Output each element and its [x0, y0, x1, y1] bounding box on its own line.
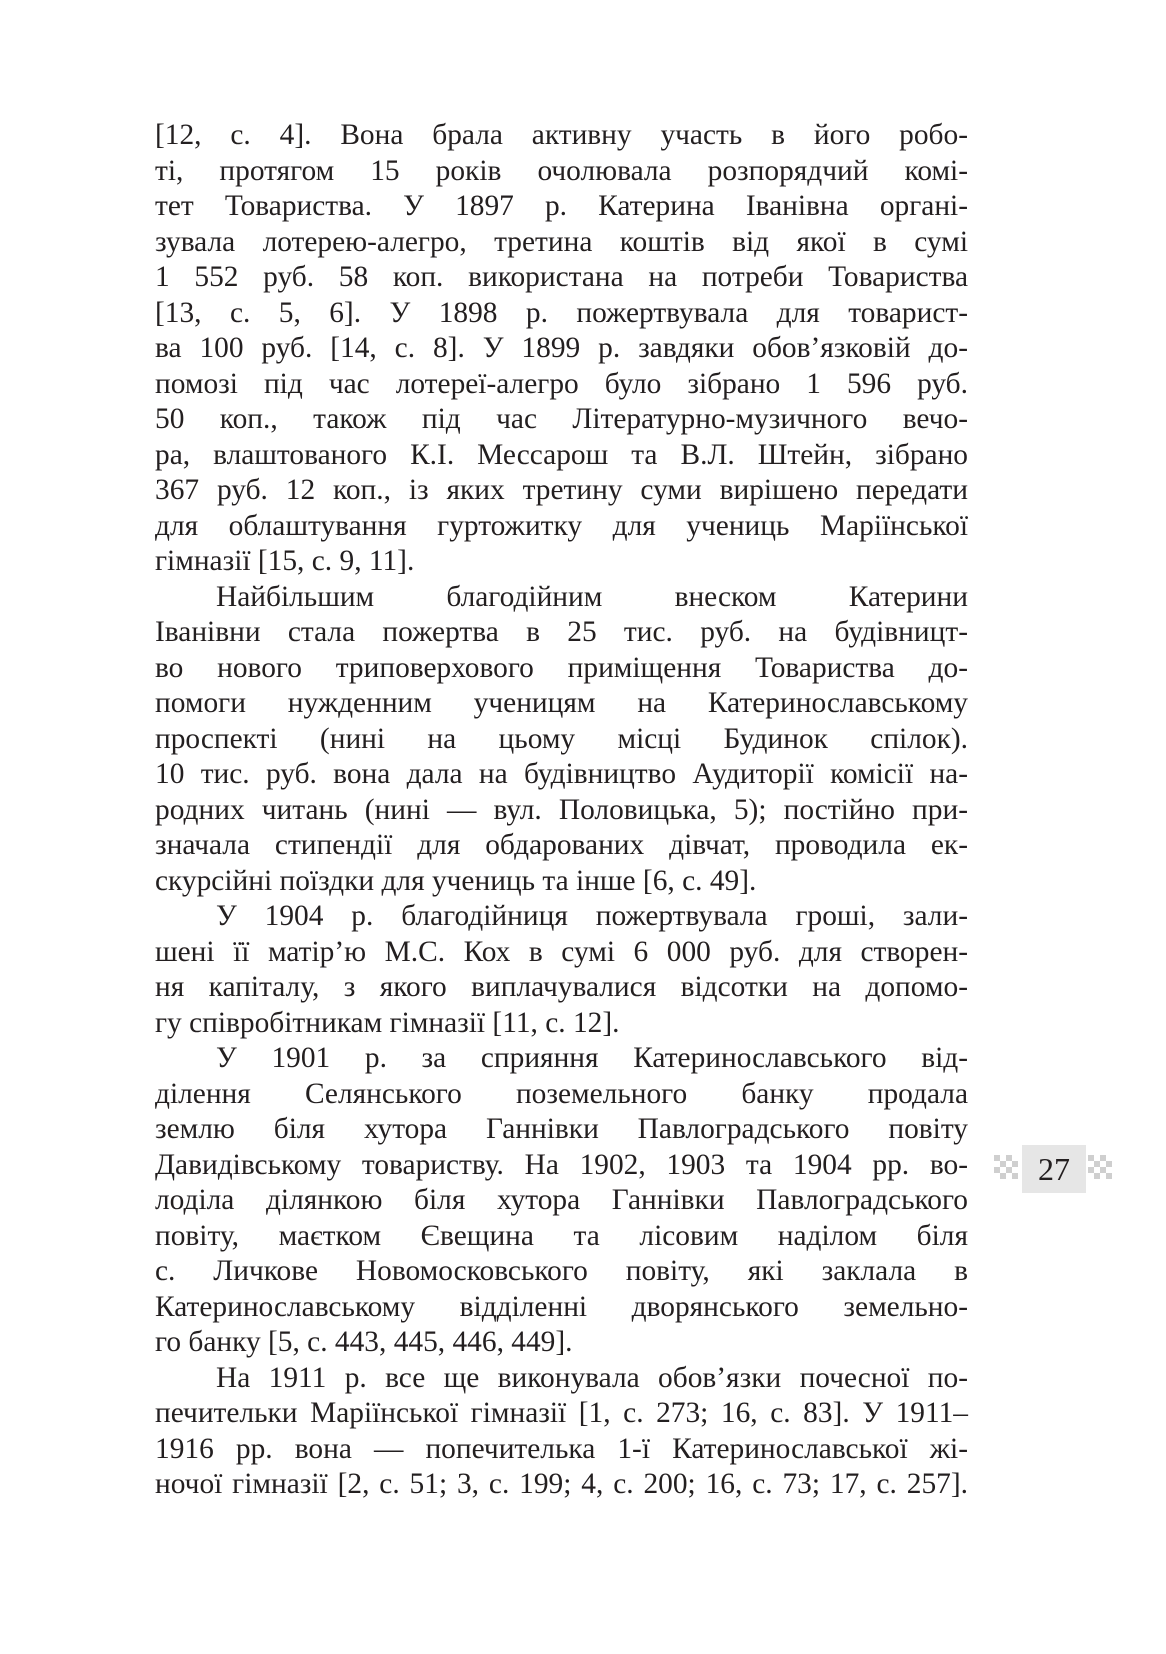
- text-line: На 1911 р. все ще виконувала обов’язки почесної по-: [216, 1361, 968, 1394]
- text-line: печительки Маріїнської гімназії [1, с. 273; 16, с. 83]. У 1911–: [155, 1397, 968, 1429]
- text-line: землю біля хутора Ганнівки Павлоградського повіту: [155, 1113, 968, 1145]
- text-line: лоділа ділянкою біля хутора Ганнівки Павлоградського: [155, 1184, 968, 1216]
- text-line: Давидівському товариству. На 1902, 1903 та 1904 рр. во-: [155, 1148, 968, 1181]
- text-line: повіту, маєтком Євещина та лісовим наділом біля: [155, 1219, 968, 1252]
- text-line: помозі під час лотереї-алегро було зібрано 1 596 руб.: [155, 367, 968, 400]
- text-line: Іванівни стала пожертва в 25 тис. руб. на будівницт-: [155, 616, 968, 648]
- text-line: ра, влаштованого К.І. Мессарош та В.Л. Штейн, зібрано: [155, 438, 968, 471]
- text-line: шені її матір’ю М.С. Кох в сумі 6 000 руб. для створен-: [155, 935, 968, 968]
- text-line: помоги нужденним ученицям на Катеринославському: [155, 687, 968, 719]
- text-line: 1 552 руб. 58 коп. використана на потреби Товариства: [155, 261, 968, 293]
- text-line: проспекті (нині на цьому місці Будинок спілок).: [155, 722, 968, 755]
- page-number-ornament: [1000, 1145, 1100, 1193]
- text-line: го банку [5, с. 443, 445, 446, 449].: [155, 1326, 573, 1358]
- text-line: Найбільшим благодійним внеском Катерини: [216, 580, 968, 613]
- page-number: 27: [1038, 1151, 1070, 1187]
- text-line: тет Товариства. У 1897 р. Катерина Іванівна органі-: [155, 190, 968, 222]
- text-line: [13, с. 5, 6]. У 1898 р. пожертвувала для товарист-: [155, 296, 968, 329]
- text-line: 50 коп., також під час Літературно-музичного вечо-: [155, 403, 968, 435]
- text-line: 1916 рр. вона — попечителька 1-ї Катеринославської жі-: [155, 1432, 968, 1465]
- text-line: [12, с. 4]. Вона брала активну участь в його робо-: [155, 119, 968, 151]
- ornament-right-icon: [1088, 1155, 1112, 1183]
- body-text: [155, 118, 968, 1503]
- text-line: во нового триповерхового приміщення Товариства до-: [155, 651, 968, 684]
- ornament-left-icon: [994, 1155, 1018, 1183]
- text-line: с. Личкове Новомосковського повіту, які заклала в: [155, 1255, 968, 1287]
- text-line: 367 руб. 12 коп., із яких третину суми вирішено передати: [155, 474, 968, 506]
- text-line: ті, протягом 15 років очолювала розпорядчий комі-: [155, 154, 968, 187]
- text-line: гу співробітникам гімназії [11, с. 12].: [155, 1006, 620, 1039]
- text-line: ділення Селянського поземельного банку продала: [155, 1077, 968, 1110]
- text-line: ночої гімназії [2, с. 51; 3, с. 199; 4, с. 200; 16, с. 73; 17, с. 257].: [155, 1468, 968, 1500]
- text-line: для облаштування гуртожитку для учениць Маріїнської: [155, 509, 968, 542]
- text-line: 10 тис. руб. вона дала на будівництво Аудиторії комісії на-: [155, 758, 968, 790]
- text-line: ня капіталу, з якого виплачувалися відсотки на допомо-: [155, 971, 968, 1003]
- text-line: скурсійні поїздки для учениць та інше [6, с. 49].: [155, 864, 757, 897]
- text-line: Катеринославському відділенні дворянського земельно-: [155, 1290, 968, 1323]
- text-line: У 1904 р. благодійниця пожертвувала гроші, зали-: [216, 900, 968, 932]
- text-line: родних читань (нині — вул. Половицька, 5); постійно при-: [155, 793, 968, 826]
- text-line: У 1901 р. за сприяння Катеринославського від-: [216, 1042, 968, 1074]
- text-line: зувала лотерею-алегро, третина коштів від якої в сумі: [155, 225, 968, 258]
- text-line: гімназії [15, с. 9, 11].: [155, 545, 415, 577]
- text-line: ва 100 руб. [14, с. 8]. У 1899 р. завдяки обов’язковій до-: [155, 332, 968, 364]
- text-line: значала стипендії для обдарованих дівчат, проводила ек-: [155, 829, 968, 861]
